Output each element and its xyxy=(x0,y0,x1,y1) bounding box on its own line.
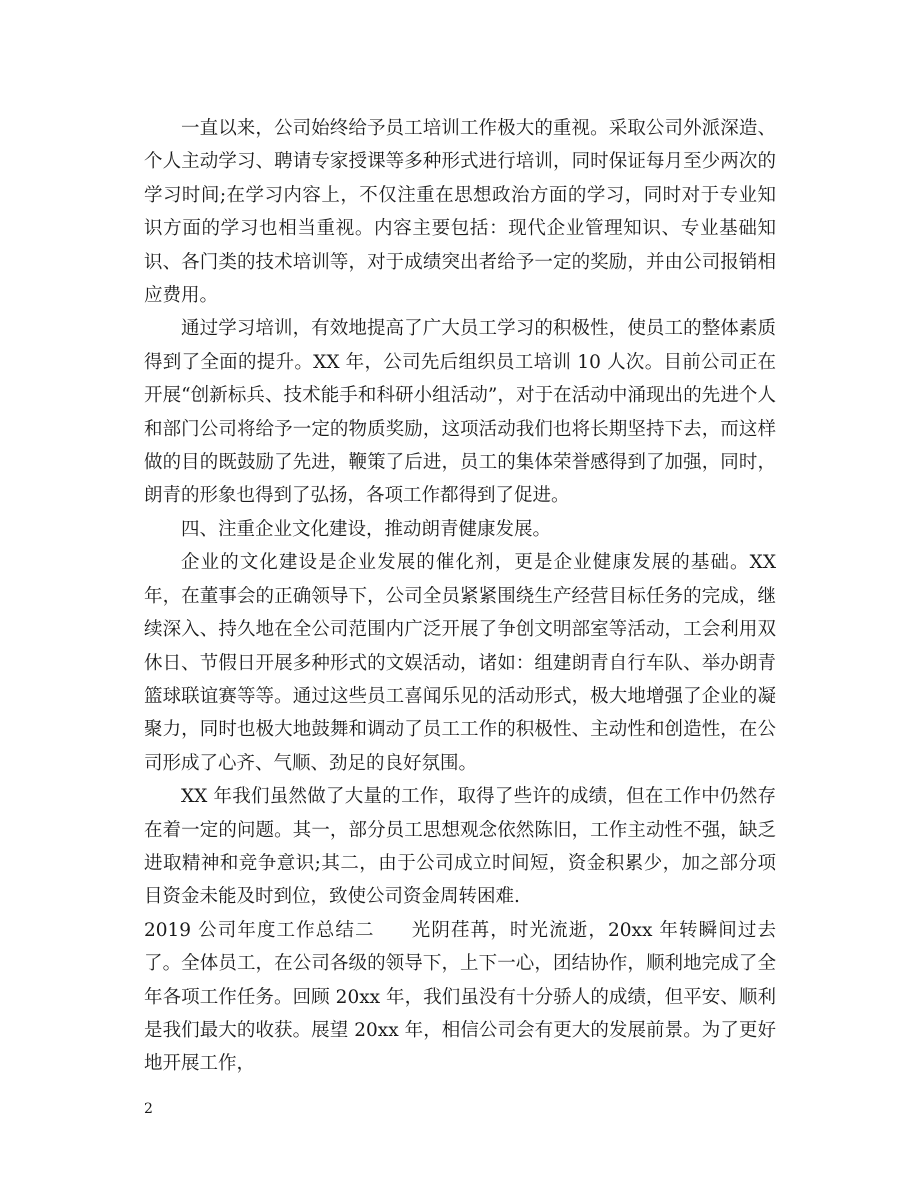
paragraph-summary-two xyxy=(144,914,776,1081)
summary-two-heading: 2019 公司年度工作总结二 xyxy=(144,919,375,941)
section-four-heading: 四、注重企业文化建设，推动朗青健康发展。 xyxy=(181,518,552,540)
summary-two-body: 光阴荏苒，时光流逝，20xx 年转瞬间过去了。全体员工，在公司各级的领导下，上下一心，团结协作，顺利地完成了全年各项工作任务。回顾 20xx 年，我们虽没有十分骄人的成绩，但平安、顺利是我们最大的收获。展望 20xx 年，相信公司会有更大的发展前景。为了更好地开展工作， xyxy=(144,919,776,1075)
paragraph-training-results: 通过学习培训，有效地提高了广大员工学习的积极性，使员工的整体素质得到了全面的提升。XX 年，公司先后组织员工培训 10 人次。目前公司正在开展“创新标兵、技术能手和科研小组活动”，对于在活动中涌现出的先进个人和部门公司将给予一定的物质奖励，这项活动我们也将长期坚持下去，而这样做的目的既鼓励了先进，鞭策了后进，员工的集体荣誉感得到了加强，同时，朗青的形象也得到了弘扬，各项工作都得到了促进。 xyxy=(144,318,776,507)
paragraph-corporate-culture: 企业的文化建设是企业发展的催化剂，更是企业健康发展的基础。XX 年，在董事会的正确领导下，公司全员紧紧围绕生产经营目标任务的完成，继续深入、持久地在全公司范围内广泛开展了争创文明部室等活动，工会利用双休日、节假日开展多种形式的文娱活动，诸如：组建朗青自行车队、举办朗青篮球联谊赛等等。通过这些员工喜闻乐见的活动形式，极大地增强了企业的凝聚力，同时也极大地鼓舞和调动了员工工作的积极性、主动性和创造性，在公司形成了心齐、气顺、劲足的良好氛围。 xyxy=(144,552,776,774)
page-number: 2 xyxy=(144,1101,153,1117)
paragraph-problems: XX 年我们虽然做了大量的工作，取得了些许的成绩，但在工作中仍然存在着一定的问题。其一，部分员工思想观念依然陈旧，工作主动性不强，缺乏进取精神和竞争意识;其二，由于公司成立时间短，资金积累少，加之部分项目资金未能及时到位，致使公司资金周转困难. xyxy=(144,786,776,908)
paragraph-training: 一直以来，公司始终给予员工培训工作极大的重视。采取公司外派深造、个人主动学习、聘请专家授课等多种形式进行培训，同时保证每月至少两次的学习时间;在学习内容上，不仅注重在思想政治方面的学习，同时对于专业知识方面的学习也相当重视。内容主要包括：现代企业管理知识、专业基础知识、各门类的技术培训等，对于成绩突出者给予一定的奖励，并由公司报销相应费用。 xyxy=(144,118,776,307)
document-body xyxy=(144,112,776,1081)
